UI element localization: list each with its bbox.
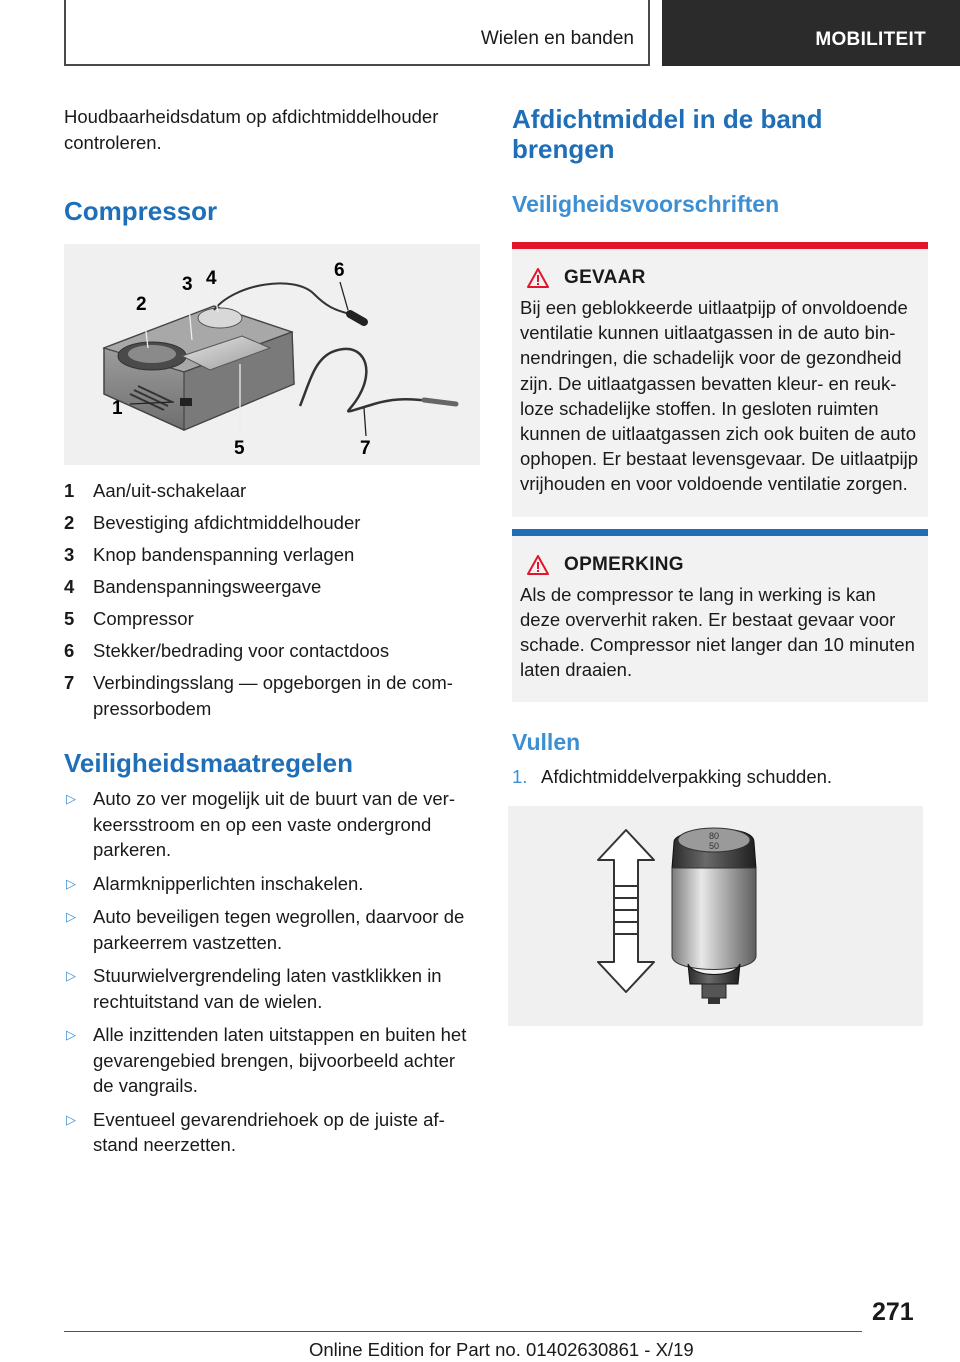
legend-text: Bandenspanningsweergave [93,576,322,597]
bullet-text: Eventueel gevarendriehoek op de juiste afstand neerzetten. [93,1108,445,1155]
figure-label-4: 4 [206,268,217,289]
compressor-figure [64,244,480,465]
header-chapter-title: MOBILITEIT [815,29,926,50]
legend-number: 5 [64,608,75,629]
step-text: Afdichtmiddelverpakking schudden. [541,766,833,788]
bottle-figure [508,806,923,1026]
bullet-triangle-icon: ▷ [66,875,76,891]
bullet-item [64,871,480,897]
bullet-triangle-icon: ▷ [66,791,76,806]
legend-text: Bevestiging afdichtmiddelhouder [93,512,361,533]
legend-text: Verbindingsslang — opgeborgen in de compressorbodem [93,672,453,719]
legend-text: Aan/uit-schakelaar [93,480,247,501]
danger-notice-title: GEVAAR [564,267,646,288]
bullet-item [64,786,480,863]
legend-item [64,510,480,536]
legend-item [64,542,480,568]
legend-item [64,574,480,600]
header-section-box [64,0,650,66]
compressor-illustration [64,244,480,465]
header-section-title: Wielen en banden [480,28,634,49]
figure-label-3: 3 [182,274,193,295]
header-chapter-tab[interactable] [662,0,960,66]
safety-bullets [64,786,480,1158]
sealant-main-heading: Afdichtmiddel in de band brengen [512,104,823,164]
bullet-triangle-icon: ▷ [66,909,76,924]
bullet-item [64,1107,480,1158]
legend-item [64,638,480,664]
legend-text: Compressor [93,608,194,629]
intro-text: Houdbaarheidsdatum op afdichtmiddelhouder controleren. [64,106,439,153]
fill-heading: Vullen [512,729,581,756]
note-notice [512,529,928,703]
figure-label-6: 6 [334,260,345,281]
safety-rules-heading: Veiligheidsvoorschriften [512,191,780,217]
legend-text: Knop bandenspanning verlagen [93,544,355,565]
figure-label-7: 7 [360,438,371,459]
legend-number: 7 [64,672,75,693]
bullet-item [64,963,480,1014]
danger-notice [512,242,928,517]
legend-item [64,478,480,504]
danger-notice-text: Bij een geblokkeerde uitlaatpijp of onvoldoende ventilatie kunnen uitlaatgassen in de auto binnendringen, die schadelijk voor de gezondheid zijn. De uitlaatgassen bevatten kleur- en reukloze schadelijke stoffen. In gesloten ruimten kunnen de uitlaatgassen zich ook buiten de auto ophopen. Er bestaat levensgevaar. De uitlaatpijp vrijhouden en voor voldoende ventilatie zorgen. [520,297,919,495]
compressor-legend [64,478,480,722]
danger-notice-header [520,267,920,289]
legend-text: Stekker/bedrading voor contactdoos [93,640,390,661]
page-number: 271 [872,1298,914,1326]
legend-item [64,670,480,722]
legend-number: 2 [64,512,75,533]
legend-number: 3 [64,544,75,565]
bullet-text: Alarmknipperlichten inschakelen. [93,872,364,894]
footer-divider [64,1331,862,1332]
note-notice-header [520,554,920,576]
footer-edition: Online Edition for Part no. 01402630861 - X/19 [309,1339,694,1360]
note-notice-text: Als de compressor te lang in werking is kan deze oververhit raken. Er bestaat gevaar voor schade. Compressor niet langer dan 10 minuten laten draaien. [520,583,915,681]
legend-number: 1 [64,480,75,501]
fill-steps [512,764,928,790]
warning-triangle-icon [526,554,550,576]
note-notice-title: OPMERKING [564,553,684,575]
warning-triangle-icon [526,267,550,289]
bullet-triangle-icon: ▷ [66,968,76,983]
step-item [512,764,928,790]
sealant-bottle-illustration [508,806,923,1026]
bullet-item [64,1022,480,1099]
compressor-heading: Compressor [64,196,218,226]
bottle-label-bottom: 50 [708,841,720,852]
bullet-triangle-icon: ▷ [66,1027,76,1042]
left-column [64,104,480,1166]
legend-number: 4 [64,576,75,597]
figure-label-2: 2 [136,294,147,315]
bullet-text: Auto beveiligen tegen wegrollen, daarvoor de parkeerrem vastzetten. [93,906,465,953]
bullet-triangle-icon: ▷ [66,1111,76,1127]
figure-label-5: 5 [234,438,245,459]
bullet-text: Auto zo ver mogelijk uit de buurt van de verkeersstroom en op een vaste ondergrond parkeren. [93,788,455,860]
figure-label-1: 1 [112,398,123,419]
bullet-item [64,904,480,955]
step-number: 1. [512,766,528,788]
right-column [512,104,928,1026]
legend-item [64,606,480,632]
bullet-text: Alle inzittenden laten uitstappen en buiten het gevarengebied brengen, bijvoorbeeld achter de vangrails. [93,1024,467,1096]
safety-heading: Veiligheidsmaatregelen [64,748,354,778]
bullet-text: Stuurwielvergrendeling laten vastklikken in rechtuitstand van de wielen. [93,965,442,1012]
legend-number: 6 [64,640,75,661]
bottle-label-top: 80 [708,831,720,842]
